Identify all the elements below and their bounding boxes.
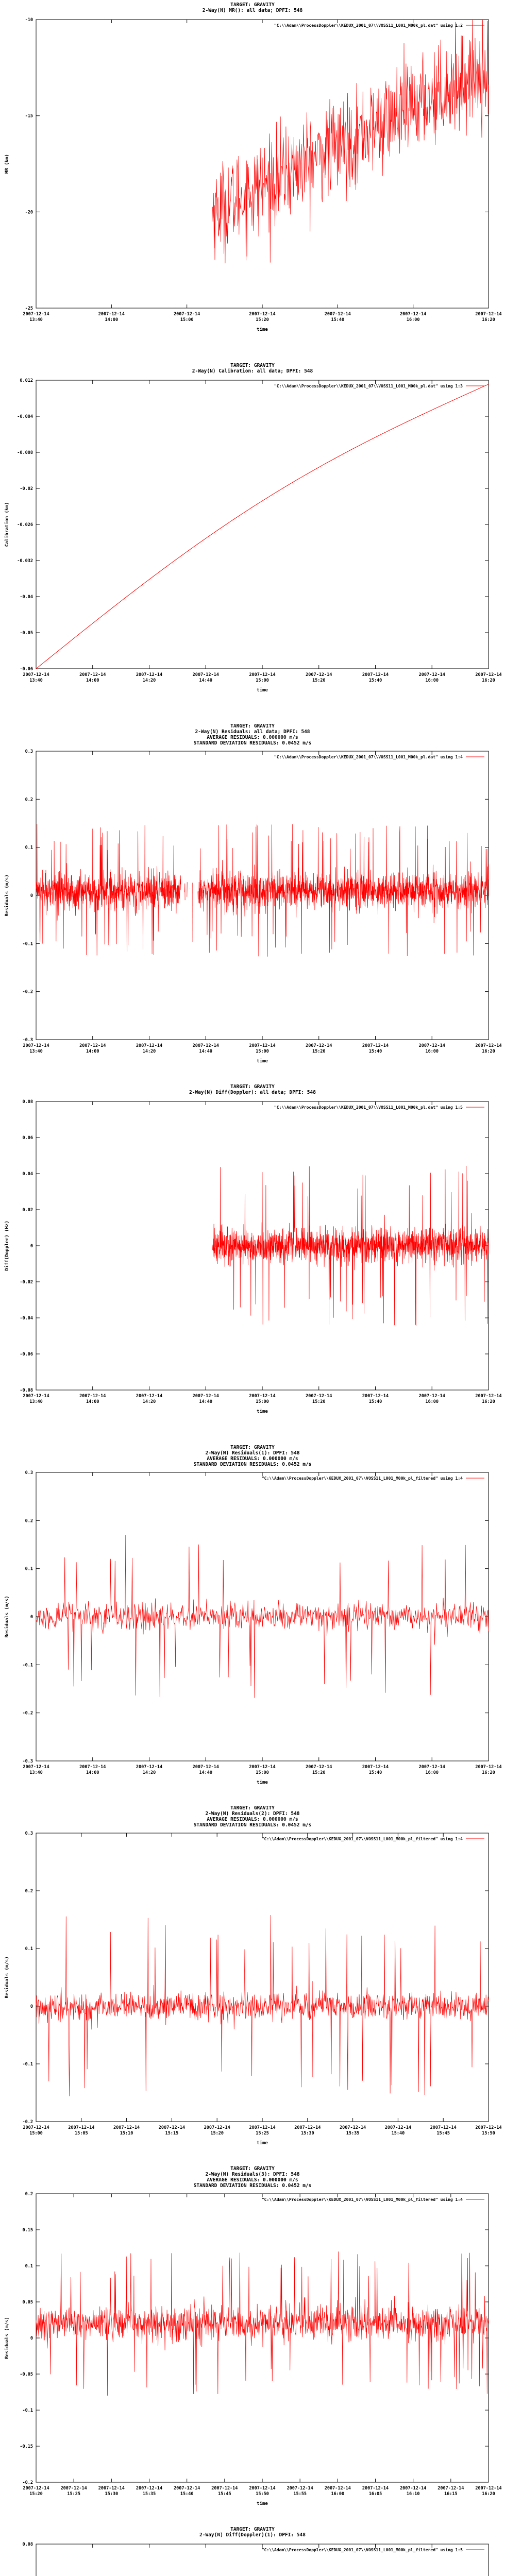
x-tick-label: 2007-12-14 16:00 bbox=[418, 1765, 445, 1775]
x-tick-label: 2007-12-14 16:20 bbox=[475, 1043, 502, 1054]
x-tick-label: 2007-12-14 15:40 bbox=[384, 2125, 411, 2136]
y-tick-label: -0.02 bbox=[20, 1280, 33, 1285]
y-tick-label: -0.04 bbox=[20, 1316, 33, 1321]
y-tick-label: 0.2 bbox=[25, 2192, 33, 2197]
x-tick-label: 2007-12-14 16:15 bbox=[437, 2486, 464, 2497]
chart-title-line: STANDARD DEVIATION RESIDUALS: 0.0452 m/s bbox=[193, 2183, 312, 2189]
chart-title-line: TARGET: GRAVITY bbox=[230, 2, 275, 8]
y-tick-label: -0.004 bbox=[17, 414, 33, 419]
x-tick-label: 2007-12-14 16:10 bbox=[400, 2486, 427, 2497]
y-tick-label: -10 bbox=[25, 18, 33, 23]
x-tick-label: 2007-12-14 14:00 bbox=[79, 1394, 106, 1404]
y-tick-label: -0.032 bbox=[17, 558, 33, 564]
y-axis-label: Calibration (km) bbox=[5, 502, 10, 547]
x-tick-label: 2007-12-14 15:25 bbox=[60, 2486, 87, 2497]
plot-frame bbox=[36, 1101, 489, 1390]
y-axis-label: Residuals (m/s) bbox=[5, 2317, 10, 2359]
legend-label: "C:\\Adam\\ProcessDoppler\\KEDUX_2001_07\\VOSS11_L001_M00k_pl_filtered" using 1:4 bbox=[261, 1476, 463, 1481]
x-tick-label: 2007-12-14 14:00 bbox=[79, 1765, 106, 1775]
data-series-line bbox=[184, 884, 185, 900]
y-tick-label: -0.04 bbox=[20, 595, 33, 600]
x-tick-label: 2007-12-14 16:20 bbox=[475, 1394, 502, 1404]
chart-title-line: 2-Way(N) MR(): all data; DPFI: 548 bbox=[202, 8, 303, 13]
x-tick-label: 2007-12-14 15:20 bbox=[23, 2486, 49, 2497]
x-tick-label: 2007-12-14 15:35 bbox=[340, 2125, 366, 2136]
chart-title-line: AVERAGE RESIDUALS: 0.000000 m/s bbox=[207, 735, 298, 740]
x-tick-label: 2007-12-14 16:00 bbox=[324, 2486, 351, 2497]
legend-label: "C:\\Adam\\ProcessDoppler\\KEDUX_2001_07\\VOSS11_L001_M00k_pl.dat" using 1:2 bbox=[274, 23, 463, 28]
x-tick-label: 2007-12-14 14:40 bbox=[192, 672, 219, 683]
y-tick-label: 0.3 bbox=[25, 1831, 33, 1836]
chart-svg bbox=[0, 2524, 505, 2576]
x-tick-label: 2007-12-14 16:00 bbox=[418, 1043, 445, 1054]
x-tick-label: 2007-12-14 15:00 bbox=[174, 312, 200, 323]
chart-title-line: TARGET: GRAVITY bbox=[230, 1445, 275, 1450]
data-series-line bbox=[36, 1535, 489, 1698]
chart-title-line: TARGET: GRAVITY bbox=[230, 723, 275, 729]
chart-title-line: 2-Way(N) Residuals(3): DPFI: 548 bbox=[205, 2172, 300, 2177]
x-tick-label: 2007-12-14 15:40 bbox=[362, 1394, 389, 1404]
chart-svg bbox=[0, 1443, 505, 1803]
x-tick-label: 2007-12-14 15:20 bbox=[306, 1765, 332, 1775]
y-tick-label: -25 bbox=[25, 306, 33, 311]
x-tick-label: 2007-12-14 15:50 bbox=[249, 2486, 276, 2497]
y-tick-label: 0 bbox=[30, 893, 33, 899]
x-tick-label: 2007-12-14 15:30 bbox=[294, 2125, 321, 2136]
chart-panel bbox=[0, 0, 505, 361]
y-tick-label: 0 bbox=[30, 2004, 33, 2009]
chart-title-line: TARGET: GRAVITY bbox=[230, 1805, 275, 1811]
y-tick-label: -0.1 bbox=[22, 2408, 33, 2413]
data-series-line bbox=[212, 1166, 489, 1326]
x-tick-label: 2007-12-14 16:05 bbox=[362, 2486, 389, 2497]
legend-label: "C:\\Adam\\ProcessDoppler\\KEDUX_2001_07\\VOSS11_L001_M00k_pl_filtered" using 1:5 bbox=[261, 2548, 463, 2552]
y-tick-label: -0.06 bbox=[20, 667, 33, 672]
y-tick-label: -0.2 bbox=[22, 989, 33, 995]
y-tick-label: -0.15 bbox=[20, 2444, 33, 2449]
chart-panel bbox=[0, 2524, 505, 2576]
chart-title-line: 2-Way(N) Diff(Doppler): all data; DPFI: 548 bbox=[189, 1090, 316, 1095]
data-series-line bbox=[36, 384, 489, 669]
x-tick-label: 2007-12-14 13:40 bbox=[23, 672, 49, 683]
x-tick-label: 2007-12-14 15:05 bbox=[68, 2125, 95, 2136]
y-tick-label: 0.1 bbox=[25, 2264, 33, 2269]
x-axis-label: time bbox=[257, 2141, 268, 2146]
x-tick-label: 2007-12-14 15:20 bbox=[306, 672, 332, 683]
y-tick-label: 0.06 bbox=[22, 1136, 33, 1141]
x-axis-label: time bbox=[257, 1409, 268, 1414]
x-tick-label: 2007-12-14 15:00 bbox=[249, 672, 276, 683]
y-tick-label: 0.012 bbox=[20, 378, 33, 383]
chart-svg bbox=[0, 721, 505, 1082]
chart-title-line: AVERAGE RESIDUALS: 0.000000 m/s bbox=[207, 1817, 298, 1822]
chart-panel bbox=[0, 1803, 505, 2164]
x-tick-label: 2007-12-14 15:50 bbox=[475, 2125, 502, 2136]
x-tick-label: 2007-12-14 15:40 bbox=[362, 672, 389, 683]
x-axis-label: time bbox=[257, 1780, 268, 1785]
plot-frame bbox=[36, 1833, 489, 2122]
data-series-line bbox=[199, 824, 489, 957]
x-tick-label: 2007-12-14 15:35 bbox=[136, 2486, 163, 2497]
legend-label: "C:\\Adam\\ProcessDoppler\\KEDUX_2001_07\\VOSS11_L001_M00k_pl_filtered" using 1:4 bbox=[261, 2197, 463, 2202]
y-tick-label: -0.08 bbox=[20, 1388, 33, 1393]
data-series-line bbox=[36, 1915, 489, 2096]
y-tick-label: 0.04 bbox=[22, 1172, 33, 1177]
y-tick-label: 0 bbox=[30, 1615, 33, 1620]
x-tick-label: 2007-12-14 16:00 bbox=[418, 1394, 445, 1404]
x-tick-label: 2007-12-14 15:00 bbox=[249, 1765, 276, 1775]
y-axis-label: Residuals (m/s) bbox=[5, 1596, 10, 1638]
y-tick-label: -0.06 bbox=[20, 1352, 33, 1357]
x-tick-label: 2007-12-14 16:20 bbox=[475, 672, 502, 683]
x-tick-label: 2007-12-14 15:40 bbox=[362, 1765, 389, 1775]
x-tick-label: 2007-12-14 15:20 bbox=[204, 2125, 230, 2136]
y-tick-label: -0.3 bbox=[22, 1038, 33, 1043]
x-tick-label: 2007-12-14 15:00 bbox=[23, 2125, 49, 2136]
y-tick-label: -15 bbox=[25, 113, 33, 119]
y-tick-label: -0.2 bbox=[22, 2480, 33, 2485]
data-series-line bbox=[36, 824, 181, 956]
y-tick-label: -0.05 bbox=[20, 631, 33, 636]
chart-title-line: STANDARD DEVIATION RESIDUALS: 0.0452 m/s bbox=[193, 1462, 312, 1467]
x-tick-label: 2007-12-14 16:00 bbox=[418, 672, 445, 683]
x-tick-label: 2007-12-14 14:20 bbox=[136, 1043, 163, 1054]
chart-panel bbox=[0, 1443, 505, 1803]
y-tick-label: 0.05 bbox=[22, 2300, 33, 2305]
y-tick-label: 0.1 bbox=[25, 1946, 33, 1952]
legend-label: "C:\\Adam\\ProcessDoppler\\KEDUX_2001_07\\VOSS11_L001_M00k_pl.dat" using 1:4 bbox=[274, 755, 463, 759]
y-tick-label: -0.1 bbox=[22, 1663, 33, 1668]
chart-title-line: STANDARD DEVIATION RESIDUALS: 0.0452 m/s bbox=[193, 1822, 312, 1828]
y-tick-label: 0.08 bbox=[22, 2542, 33, 2547]
y-tick-label: 0.08 bbox=[22, 1099, 33, 1105]
y-tick-label: 0.3 bbox=[25, 749, 33, 754]
y-tick-label: -0.02 bbox=[20, 486, 33, 492]
data-series-line bbox=[212, 20, 489, 263]
x-tick-label: 2007-12-14 15:30 bbox=[98, 2486, 125, 2497]
y-tick-label: 0 bbox=[30, 2336, 33, 2341]
x-tick-label: 2007-12-14 16:20 bbox=[475, 312, 502, 323]
y-tick-label: 0 bbox=[30, 1244, 33, 1249]
y-tick-label: -20 bbox=[25, 210, 33, 215]
y-tick-label: 0.1 bbox=[25, 1566, 33, 1572]
chart-panel bbox=[0, 2164, 505, 2524]
x-tick-label: 2007-12-14 14:40 bbox=[192, 1765, 219, 1775]
x-tick-label: 2007-12-14 15:45 bbox=[211, 2486, 238, 2497]
chart-title-line: 2-Way(N) Residuals(1): DPFI: 548 bbox=[205, 1450, 300, 1456]
x-axis-label: time bbox=[257, 327, 268, 332]
x-tick-label: 2007-12-14 14:20 bbox=[136, 1765, 163, 1775]
x-axis-label: time bbox=[257, 1059, 268, 1064]
x-tick-label: 2007-12-14 14:00 bbox=[79, 672, 106, 683]
x-tick-label: 2007-12-14 13:40 bbox=[23, 1765, 49, 1775]
plot-frame bbox=[36, 2194, 489, 2482]
x-tick-label: 2007-12-14 15:25 bbox=[249, 2125, 276, 2136]
chart-title-line: TARGET: GRAVITY bbox=[230, 1084, 275, 1090]
chart-svg bbox=[0, 2164, 505, 2524]
x-tick-label: 2007-12-14 14:20 bbox=[136, 672, 163, 683]
y-tick-label: 0.2 bbox=[25, 1518, 33, 1524]
plot-frame bbox=[36, 380, 489, 669]
chart-svg bbox=[0, 1803, 505, 2164]
y-axis-label: Diff(Doppler) (Hz) bbox=[5, 1221, 10, 1271]
x-tick-label: 2007-12-14 15:20 bbox=[306, 1394, 332, 1404]
x-tick-label: 2007-12-14 14:00 bbox=[98, 312, 125, 323]
x-tick-label: 2007-12-14 14:40 bbox=[192, 1043, 219, 1054]
x-tick-label: 2007-12-14 15:40 bbox=[174, 2486, 200, 2497]
y-tick-label: 0.15 bbox=[22, 2228, 33, 2233]
x-tick-label: 2007-12-14 14:40 bbox=[192, 1394, 219, 1404]
y-tick-label: 0.02 bbox=[22, 1208, 33, 1213]
y-tick-label: -0.2 bbox=[22, 2120, 33, 2125]
chart-svg bbox=[0, 0, 505, 361]
y-tick-label: -0.008 bbox=[17, 450, 33, 455]
y-axis-label: Residuals (m/s) bbox=[5, 1956, 10, 1998]
x-axis-label: time bbox=[257, 2501, 268, 2506]
chart-panel bbox=[0, 721, 505, 1082]
x-tick-label: 2007-12-14 15:40 bbox=[362, 1043, 389, 1054]
x-tick-label: 2007-12-14 14:00 bbox=[79, 1043, 106, 1054]
x-tick-label: 2007-12-14 15:00 bbox=[249, 1394, 276, 1404]
y-tick-label: -0.2 bbox=[22, 1710, 33, 1716]
x-tick-label: 2007-12-14 13:40 bbox=[23, 1043, 49, 1054]
chart-title-line: STANDARD DEVIATION RESIDUALS: 0.0452 m/s bbox=[193, 740, 312, 746]
y-tick-label: -0.1 bbox=[22, 941, 33, 947]
y-tick-label: -0.3 bbox=[22, 1759, 33, 1764]
y-tick-label: -0.05 bbox=[20, 2372, 33, 2377]
legend-label: "C:\\Adam\\ProcessDoppler\\KEDUX_2001_07\\VOSS11_L001_M00k_pl_filtered" using 1:4 bbox=[261, 1837, 463, 1841]
x-tick-label: 2007-12-14 16:20 bbox=[475, 1765, 502, 1775]
x-tick-label: 2007-12-14 16:00 bbox=[400, 312, 427, 323]
legend-label: "C:\\Adam\\ProcessDoppler\\KEDUX_2001_07\\VOSS11_L001_M00k_pl.dat" using 1:5 bbox=[274, 1105, 463, 1110]
data-series-line bbox=[36, 2251, 489, 2396]
x-tick-label: 2007-12-14 15:20 bbox=[306, 1043, 332, 1054]
y-axis-label: Residuals (m/s) bbox=[5, 874, 10, 917]
chart-title-line: 2-Way(N) Diff(Doppler)(1): DPFI: 548 bbox=[199, 2532, 306, 2538]
y-tick-label: 0.1 bbox=[25, 845, 33, 851]
chart-panel bbox=[0, 361, 505, 721]
y-tick-label: 0.2 bbox=[25, 1889, 33, 1894]
x-tick-label: 2007-12-14 14:20 bbox=[136, 1394, 163, 1404]
x-tick-label: 2007-12-14 15:55 bbox=[287, 2486, 313, 2497]
legend-label: "C:\\Adam\\ProcessDoppler\\KEDUX_2001_07\\VOSS11_L001_M00k_pl.dat" using 1:3 bbox=[274, 384, 463, 388]
chart-title-line: AVERAGE RESIDUALS: 0.000000 m/s bbox=[207, 2177, 298, 2183]
x-tick-label: 2007-12-14 15:00 bbox=[249, 1043, 276, 1054]
x-axis-label: time bbox=[257, 688, 268, 693]
chart-title-line: TARGET: GRAVITY bbox=[230, 363, 275, 368]
chart-title-line: 2-Way(N) Residuals(2): DPFI: 548 bbox=[205, 1811, 300, 1817]
y-axis-label: MR (km) bbox=[5, 154, 10, 174]
x-tick-label: 2007-12-14 15:20 bbox=[249, 312, 276, 323]
chart-title-line: TARGET: GRAVITY bbox=[230, 2527, 275, 2532]
y-tick-label: -0.026 bbox=[17, 522, 33, 528]
chart-title-line: AVERAGE RESIDUALS: 0.000000 m/s bbox=[207, 1456, 298, 1462]
y-tick-label: 0.2 bbox=[25, 797, 33, 803]
chart-panel bbox=[0, 1082, 505, 1443]
chart-title-line: TARGET: GRAVITY bbox=[230, 2166, 275, 2172]
x-tick-label: 2007-12-14 16:20 bbox=[475, 2486, 502, 2497]
chart-svg bbox=[0, 361, 505, 721]
y-tick-label: 0.3 bbox=[25, 1470, 33, 1476]
y-tick-label: -0.1 bbox=[22, 2062, 33, 2067]
x-tick-label: 2007-12-14 13:40 bbox=[23, 1394, 49, 1404]
x-tick-label: 2007-12-14 13:40 bbox=[23, 312, 49, 323]
x-tick-label: 2007-12-14 15:40 bbox=[324, 312, 351, 323]
chart-title-line: 2-Way(N) Residuals: all data; DPFI: 548 bbox=[195, 729, 310, 735]
chart-svg bbox=[0, 1082, 505, 1443]
x-tick-label: 2007-12-14 15:45 bbox=[430, 2125, 457, 2136]
x-tick-label: 2007-12-14 15:15 bbox=[158, 2125, 185, 2136]
x-tick-label: 2007-12-14 15:10 bbox=[113, 2125, 140, 2136]
chart-title-line: 2-Way(N) Calibration: all data; DPFI: 548 bbox=[192, 368, 313, 374]
